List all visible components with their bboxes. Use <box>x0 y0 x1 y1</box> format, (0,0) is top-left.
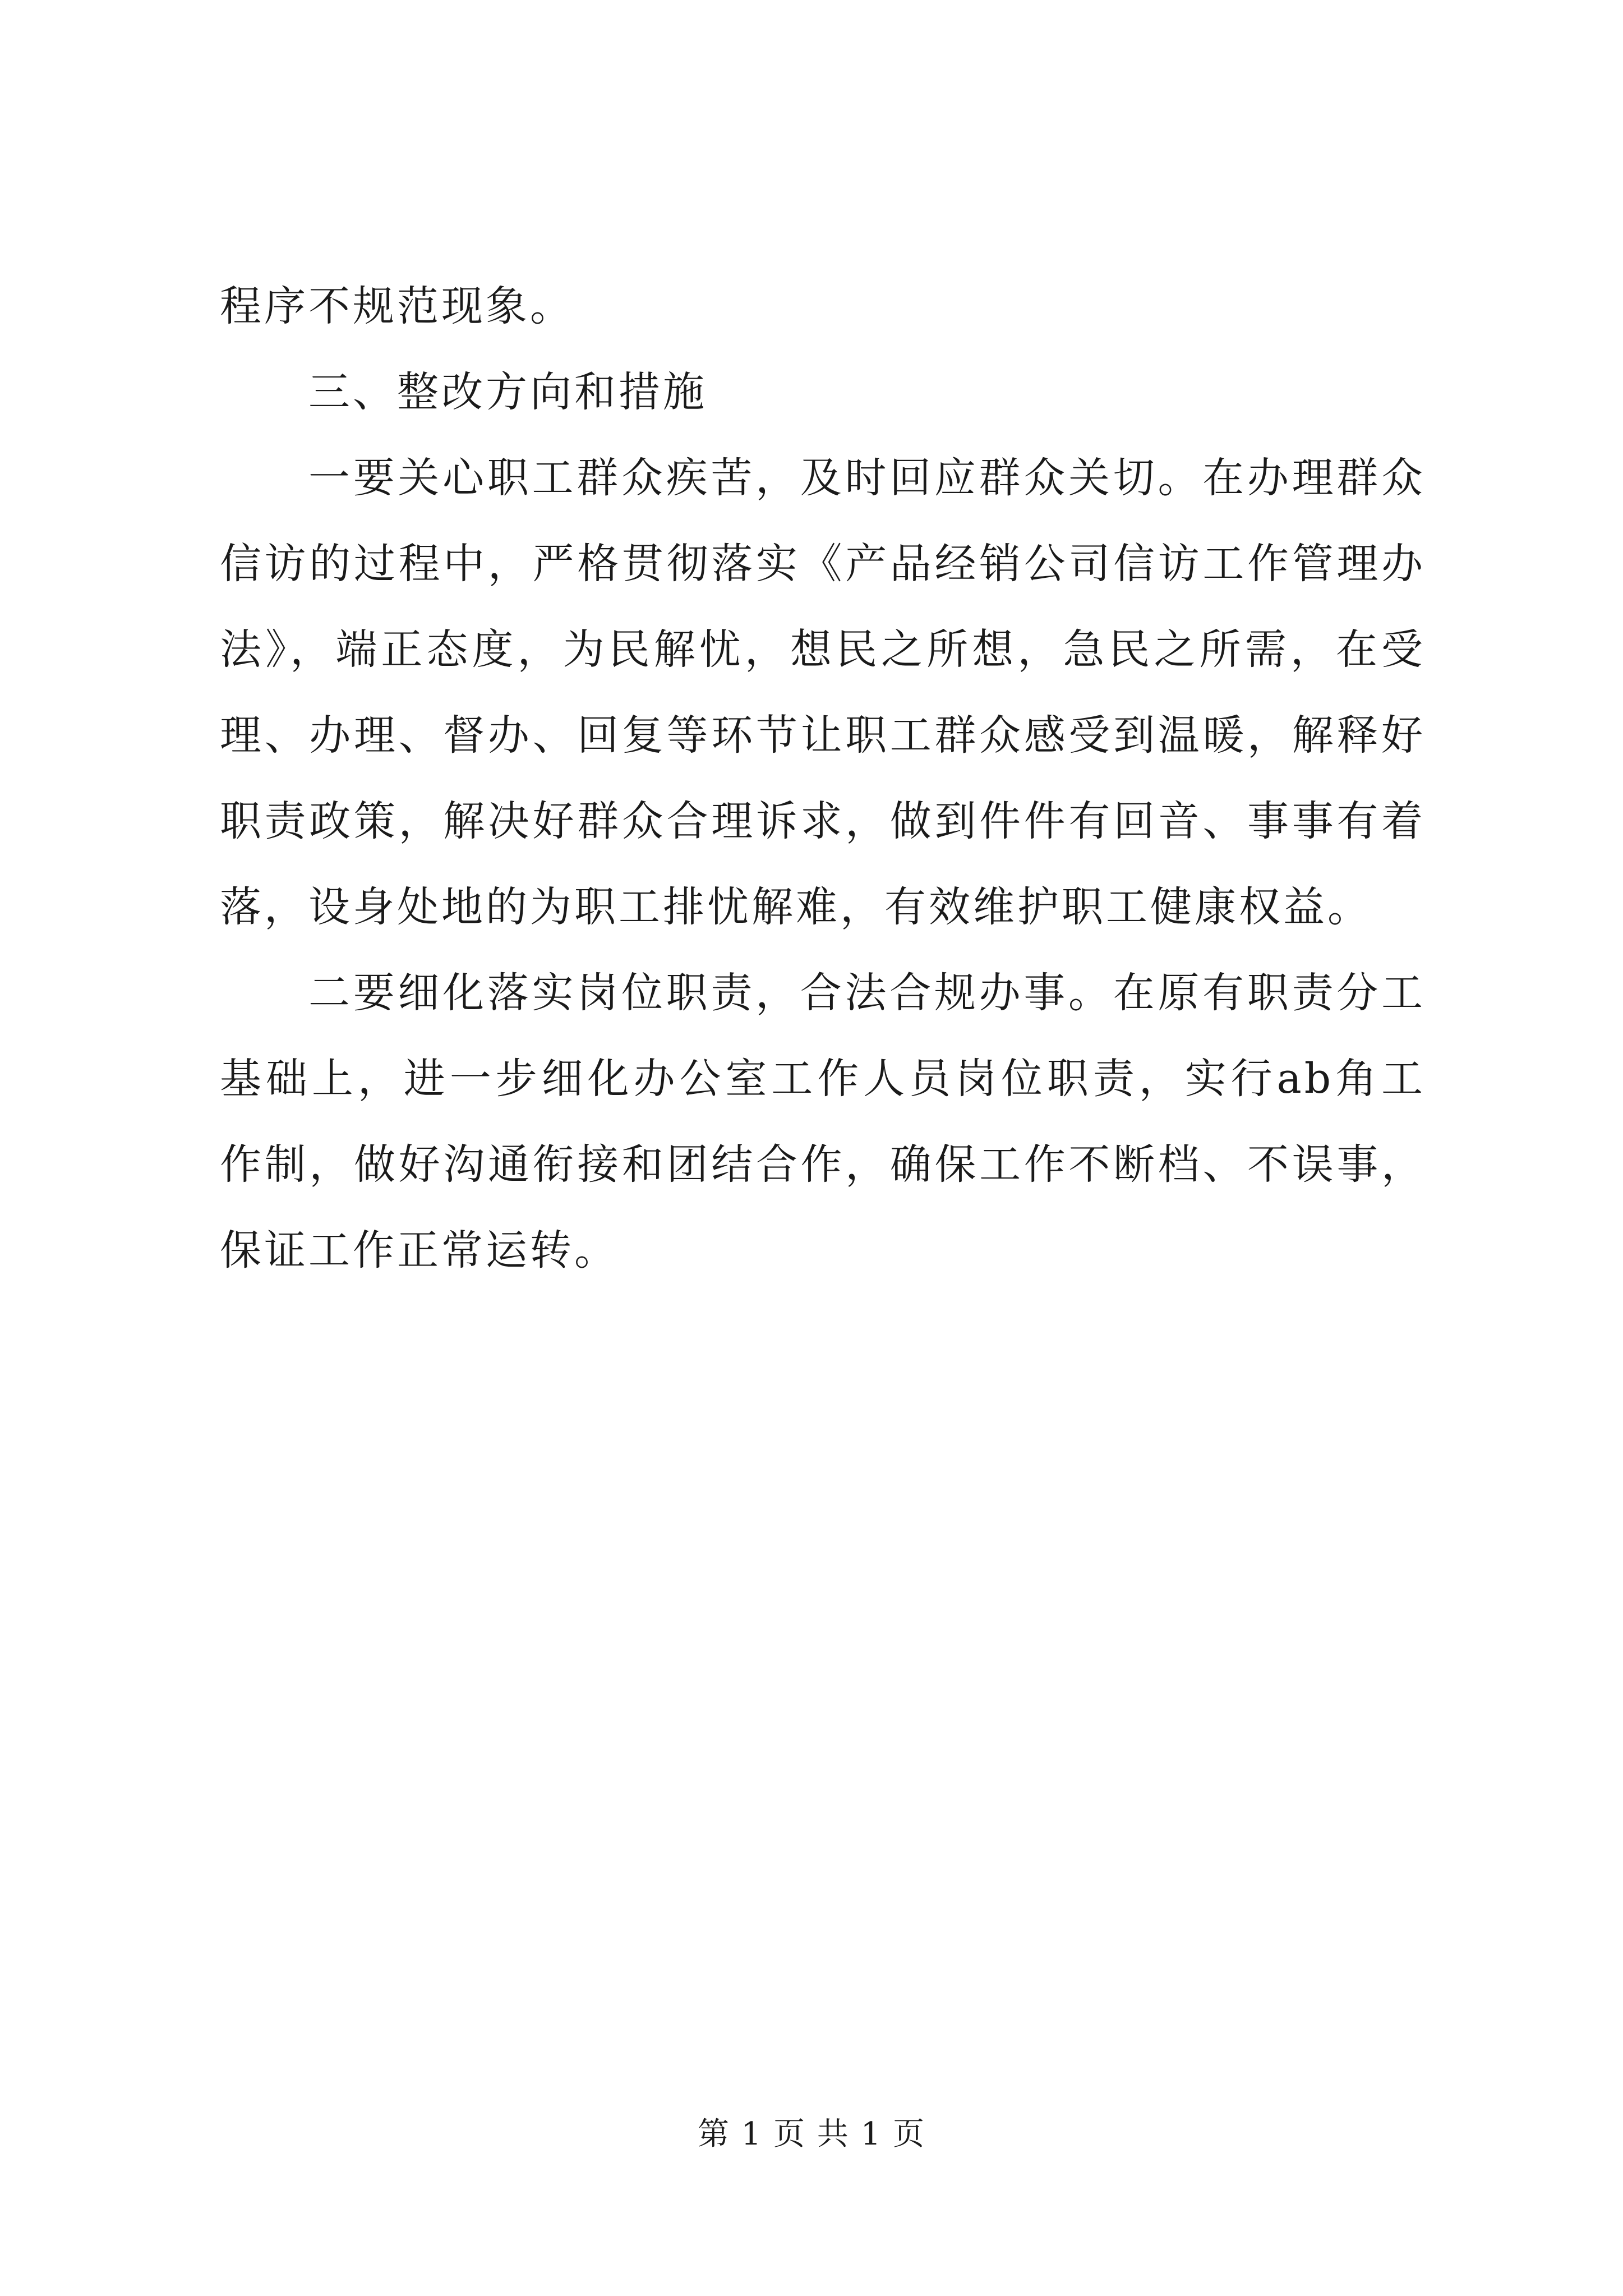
paragraph-measure-two: 二要细化落实岗位职责，合法合规办事。在原有职责分工基础上，进一步细化办公室工作人员岗位职责，实行ab角工作制，做好沟通衔接和团结合作，确保工作不断档、不误事，保证工作正常运转。 <box>220 969 1426 1274</box>
document-body <box>220 264 1426 1294</box>
paragraph-continuation: 程序不规范现象。 <box>220 282 574 330</box>
paragraph-measure-one: 一要关心职工群众疾苦，及时回应群众关切。在办理群众信访的过程中，严格贯彻落实《产品经销公司信访工作管理办法》，端正态度，为民解忧，想民之所想，急民之所需，在受理、办理、督办、回复等环节让职工群众感受到温暖，解释好职责政策，解决好群众合理诉求，做到件件有回音、事事有着落，设身处地的为职工排忧解难，有效维护职工健康权益。 <box>220 454 1426 931</box>
section-heading: 三、整改方向和措施 <box>308 368 707 416</box>
page-number-footer: 第 1 页 共 1 页 <box>697 2116 926 2152</box>
